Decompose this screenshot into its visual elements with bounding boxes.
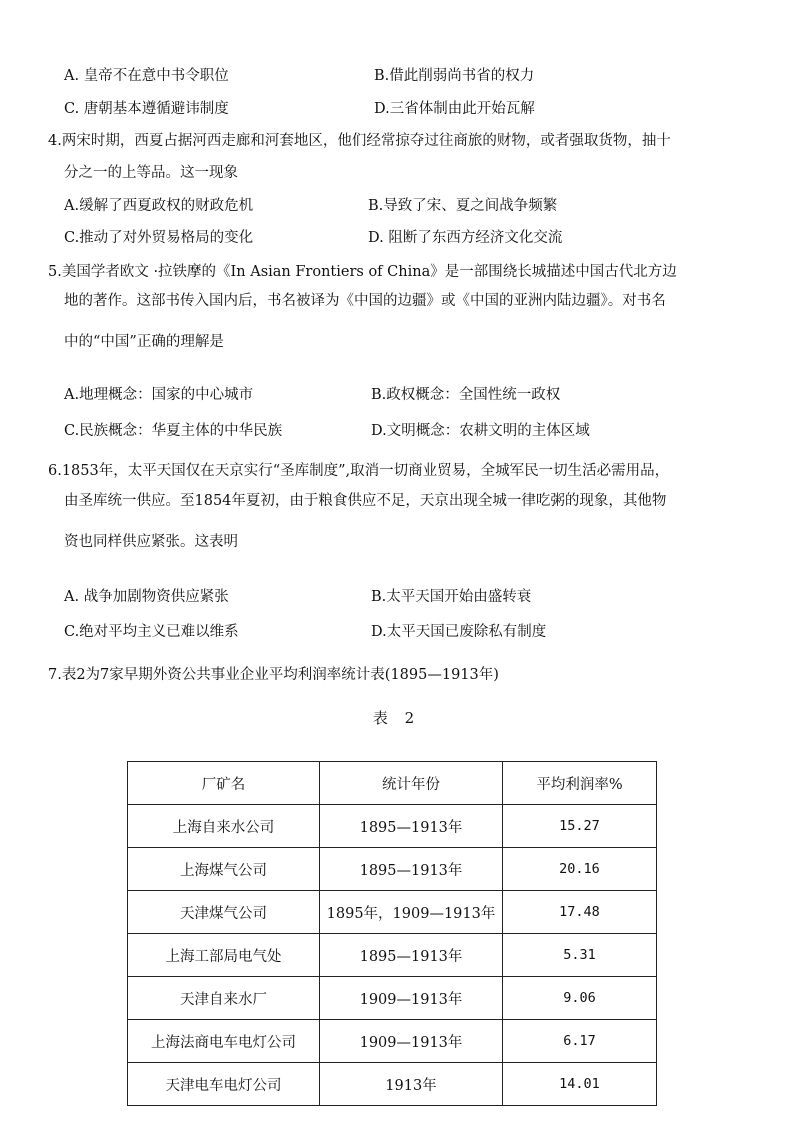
header-factory-name: 厂矿名 bbox=[128, 762, 320, 805]
cell-profit-rate: 9.06 bbox=[503, 977, 657, 1020]
cell-years: 1895—1913年 bbox=[320, 848, 503, 891]
table-header-row bbox=[128, 762, 657, 805]
table-row bbox=[128, 1063, 657, 1106]
cell-factory-name: 上海煤气公司 bbox=[128, 848, 320, 891]
q6-option-a: A. 战争加剧物资供应紧张 bbox=[64, 589, 229, 605]
cell-factory-name: 天津电车电灯公司 bbox=[128, 1063, 320, 1106]
q3-option-a: A. 皇帝不在意中书令职位 bbox=[64, 68, 229, 84]
cell-factory-name: 天津煤气公司 bbox=[128, 891, 320, 934]
cell-profit-rate: 6.17 bbox=[503, 1020, 657, 1063]
table-row bbox=[128, 805, 657, 848]
q5-option-c: C.民族概念：华夏主体的中华民族 bbox=[64, 423, 283, 439]
table-row bbox=[128, 934, 657, 977]
q3-option-c: C. 唐朝基本遵循避讳制度 bbox=[64, 101, 229, 117]
q5-option-d: D.文明概念：农耕文明的主体区域 bbox=[371, 423, 590, 439]
cell-profit-rate: 15.27 bbox=[503, 805, 657, 848]
cell-years: 1895—1913年 bbox=[320, 805, 503, 848]
q7-stem: 7.表2为7家早期外资公共事业企业平均利润率统计表(1895—1913年) bbox=[48, 667, 499, 683]
q6-option-b: B.太平天国开始由盛转衰 bbox=[371, 589, 532, 605]
header-profit-rate: 平均利润率% bbox=[503, 762, 657, 805]
cell-factory-name: 上海法商电车电灯公司 bbox=[128, 1020, 320, 1063]
cell-profit-rate: 14.01 bbox=[503, 1063, 657, 1106]
cell-profit-rate: 17.48 bbox=[503, 891, 657, 934]
q6-option-d: D.太平天国已废除私有制度 bbox=[371, 624, 547, 640]
q3-option-d: D.三省体制由此开始瓦解 bbox=[374, 101, 535, 117]
q4-option-d: D. 阻断了东西方经济文化交流 bbox=[368, 230, 563, 246]
cell-factory-name: 上海工部局电气处 bbox=[128, 934, 320, 977]
q4-option-b: B.导致了宋、夏之间战争频繁 bbox=[368, 198, 558, 214]
table-caption: 表 2 bbox=[372, 709, 421, 727]
q4-option-c: C.推动了对外贸易格局的变化 bbox=[64, 230, 254, 246]
table-row bbox=[128, 1020, 657, 1063]
q6-option-c: C.绝对平均主义已难以维系 bbox=[64, 624, 239, 640]
cell-factory-name: 天津自来水厂 bbox=[128, 977, 320, 1020]
q5-stem-line-1: 5.美国学者欧文 ·拉铁摩的《In Asian Frontiers of China》是一部围绕长城描述中国古代北方边 bbox=[48, 264, 677, 280]
q5-option-a: A.地理概念：国家的中心城市 bbox=[64, 387, 254, 403]
table-row bbox=[128, 977, 657, 1020]
cell-profit-rate: 5.31 bbox=[503, 934, 657, 977]
q6-stem-line-3: 资也同样供应紧张。这表明 bbox=[64, 534, 238, 550]
q4-option-a: A.缓解了西夏政权的财政危机 bbox=[64, 198, 254, 214]
q4-stem-line-1: 4.两宋时期，西夏占据河西走廊和河套地区，他们经常掠夺过往商旅的财物，或者强取货物，抽十 bbox=[48, 133, 671, 149]
cell-years: 1895年，1909—1913年 bbox=[320, 891, 503, 934]
cell-profit-rate: 20.16 bbox=[503, 848, 657, 891]
cell-factory-name: 上海自来水公司 bbox=[128, 805, 320, 848]
q5-stem-line-3: 中的“中国”正确的理解是 bbox=[64, 334, 224, 350]
q5-option-b: B.政权概念：全国性统一政权 bbox=[371, 387, 561, 403]
header-years: 统计年份 bbox=[320, 762, 503, 805]
cell-years: 1909—1913年 bbox=[320, 977, 503, 1020]
cell-years: 1913年 bbox=[320, 1063, 503, 1106]
q3-option-b: B.借此削弱尚书省的权力 bbox=[374, 68, 535, 84]
table-row bbox=[128, 891, 657, 934]
q5-stem-line-2: 地的著作。这部书传入国内后，书名被译为《中国的边疆》或《中国的亚洲内陆边疆》。对书名 bbox=[64, 293, 666, 309]
cell-years: 1895—1913年 bbox=[320, 934, 503, 977]
profit-rate-table bbox=[127, 761, 657, 1106]
q6-stem-line-2: 由圣库统一供应。至1854年夏初，由于粮食供应不足，天京出现全城一律吃粥的现象，其他物 bbox=[64, 493, 667, 509]
q4-stem-line-2: 分之一的上等品。这一现象 bbox=[64, 165, 238, 181]
table-row bbox=[128, 848, 657, 891]
cell-years: 1909—1913年 bbox=[320, 1020, 503, 1063]
q6-stem-line-1: 6.1853年，太平天国仅在天京实行“圣库制度”,取消一切商业贸易，全城军民一切生活必需用品， bbox=[48, 463, 670, 479]
